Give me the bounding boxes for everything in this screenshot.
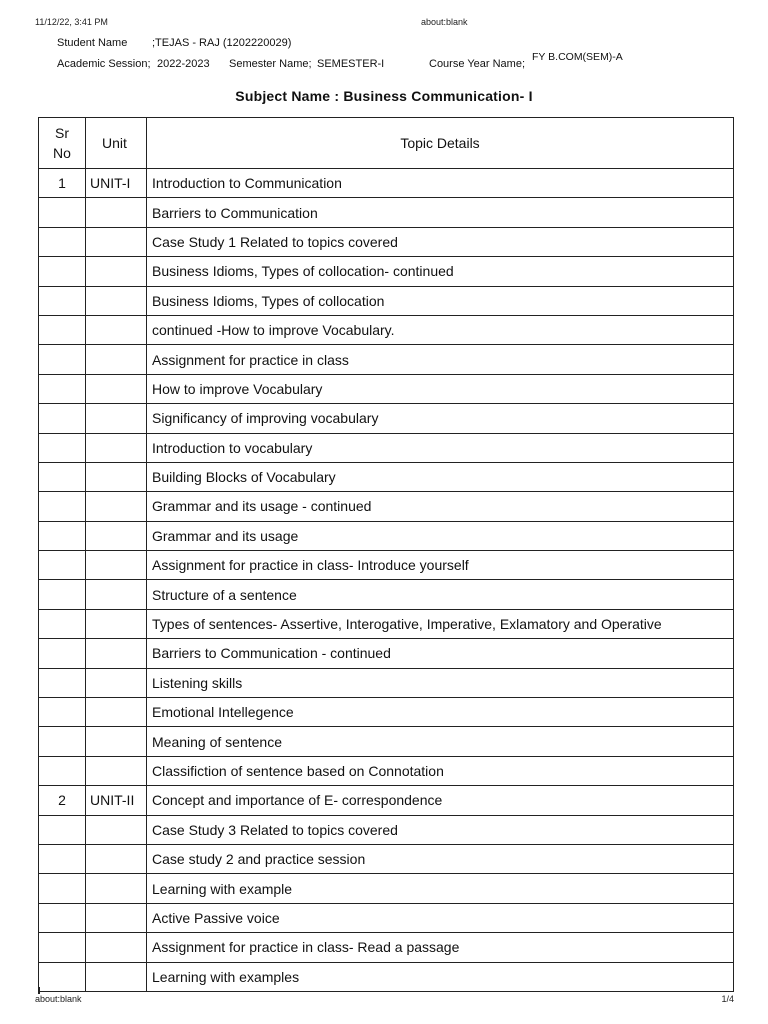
topic-cell: Grammar and its usage - continued: [147, 492, 734, 521]
sr-no-cell: [39, 374, 86, 403]
unit-cell: [86, 962, 147, 991]
print-footer-url: about:blank: [35, 994, 82, 1004]
table-header-row: [39, 118, 734, 169]
sr-no-cell: [39, 492, 86, 521]
sr-no-cell: [39, 844, 86, 873]
course-year-label: Course Year Name;: [429, 58, 525, 70]
sr-no-cell: [39, 404, 86, 433]
topic-table: [38, 117, 734, 992]
table-row: [39, 786, 734, 815]
table-row: [39, 815, 734, 844]
unit-cell: [86, 404, 147, 433]
unit-cell: [86, 227, 147, 256]
sr-no-cell: [39, 962, 86, 991]
table-row: [39, 668, 734, 697]
table-row: [39, 551, 734, 580]
sr-no-cell: [39, 668, 86, 697]
table-row: [39, 903, 734, 932]
table-row: [39, 962, 734, 991]
topic-cell: Active Passive voice: [147, 903, 734, 932]
topic-cell: Introduction to vocabulary: [147, 433, 734, 462]
table-row: [39, 286, 734, 315]
table-row: [39, 844, 734, 873]
unit-cell: [86, 315, 147, 344]
table-row: [39, 756, 734, 785]
unit-cell: [86, 756, 147, 785]
header-sr-no: [39, 118, 86, 169]
table-row: [39, 492, 734, 521]
topic-cell: Business Idioms, Types of collocation: [147, 286, 734, 315]
table-row: [39, 609, 734, 638]
unit-cell: [86, 198, 147, 227]
semester-value: SEMESTER-I: [317, 58, 385, 70]
academic-session-label: Academic Session;: [57, 58, 151, 70]
topic-cell: Case Study 3 Related to topics covered: [147, 815, 734, 844]
table-row: [39, 874, 734, 903]
unit-cell: [86, 874, 147, 903]
topic-cell: Barriers to Communication - continued: [147, 639, 734, 668]
topic-cell: Learning with example: [147, 874, 734, 903]
topic-cell: Building Blocks of Vocabulary: [147, 462, 734, 491]
sr-no-cell: [39, 609, 86, 638]
unit-cell: [86, 668, 147, 697]
sr-no-cell: [39, 756, 86, 785]
unit-cell: [86, 580, 147, 609]
unit-cell: [86, 609, 147, 638]
table-row: [39, 345, 734, 374]
sr-no-cell: [39, 198, 86, 227]
table-row: [39, 727, 734, 756]
unit-cell: [86, 345, 147, 374]
print-page-title: about:blank: [421, 17, 468, 27]
academic-session-value: 2022-2023: [157, 58, 210, 70]
topic-cell: Grammar and its usage: [147, 521, 734, 550]
topic-cell: Structure of a sentence: [147, 580, 734, 609]
topic-cell: Assignment for practice in class- Introduce yourself: [147, 551, 734, 580]
sr-no-cell: [39, 345, 86, 374]
sr-no-cell: 2: [39, 786, 86, 815]
sr-no-cell: [39, 727, 86, 756]
unit-cell: [86, 844, 147, 873]
unit-cell: [86, 521, 147, 550]
sr-no-cell: [39, 257, 86, 286]
print-page-number: 1/4: [721, 994, 734, 1004]
sr-no-cell: [39, 433, 86, 462]
unit-cell: UNIT-II: [86, 786, 147, 815]
topic-cell: Meaning of sentence: [147, 727, 734, 756]
unit-cell: [86, 462, 147, 491]
table-row: [39, 698, 734, 727]
table-continuation-line: [38, 987, 40, 994]
print-header: [0, 17, 768, 29]
header-sr-no-text: Sr No: [53, 125, 71, 161]
topic-cell: Classifiction of sentence based on Connotation: [147, 756, 734, 785]
topic-cell: Assignment for practice in class- Read a passage: [147, 933, 734, 962]
sr-no-cell: [39, 580, 86, 609]
unit-cell: [86, 374, 147, 403]
topic-cell: Case study 2 and practice session: [147, 844, 734, 873]
sr-no-cell: [39, 521, 86, 550]
topic-cell: Emotional Intellegence: [147, 698, 734, 727]
sr-no-cell: [39, 874, 86, 903]
unit-cell: [86, 551, 147, 580]
header-unit: Unit: [86, 118, 147, 169]
table-row: [39, 257, 734, 286]
unit-cell: [86, 639, 147, 668]
table-row: [39, 315, 734, 344]
print-footer: [0, 994, 768, 1006]
table-row: [39, 433, 734, 462]
topic-cell: Significancy of improving vocabulary: [147, 404, 734, 433]
topic-cell: Barriers to Communication: [147, 198, 734, 227]
topic-cell: How to improve Vocabulary: [147, 374, 734, 403]
sr-no-cell: [39, 286, 86, 315]
topic-cell: Listening skills: [147, 668, 734, 697]
unit-cell: [86, 933, 147, 962]
table-row: [39, 374, 734, 403]
unit-cell: [86, 727, 147, 756]
unit-cell: UNIT-I: [86, 169, 147, 198]
sr-no-cell: [39, 462, 86, 491]
table-row: [39, 933, 734, 962]
table-row: [39, 521, 734, 550]
table-row: [39, 227, 734, 256]
topic-cell: Concept and importance of E- correspondence: [147, 786, 734, 815]
subject-title: Subject Name : Business Communication- I: [235, 88, 533, 104]
topic-cell: continued -How to improve Vocabulary.: [147, 315, 734, 344]
unit-cell: [86, 286, 147, 315]
unit-cell: [86, 815, 147, 844]
student-name-label: Student Name: [57, 37, 128, 49]
sr-no-cell: [39, 315, 86, 344]
unit-cell: [86, 698, 147, 727]
table-row: [39, 404, 734, 433]
sr-no-cell: [39, 815, 86, 844]
sr-no-cell: [39, 903, 86, 932]
topic-cell: Business Idioms, Types of collocation- continued: [147, 257, 734, 286]
sr-no-cell: [39, 227, 86, 256]
print-datetime: 11/12/22, 3:41 PM: [35, 17, 108, 27]
sr-no-cell: [39, 639, 86, 668]
unit-cell: [86, 433, 147, 462]
table-row: [39, 462, 734, 491]
table-row: [39, 639, 734, 668]
topic-cell: Case Study 1 Related to topics covered: [147, 227, 734, 256]
unit-cell: [86, 492, 147, 521]
sr-no-cell: [39, 933, 86, 962]
semester-label: Semester Name;: [229, 58, 312, 70]
topic-cell: Types of sentences- Assertive, Interogative, Imperative, Exlamatory and Operative: [147, 609, 734, 638]
sr-no-cell: [39, 698, 86, 727]
unit-cell: [86, 903, 147, 932]
topic-cell: Introduction to Communication: [147, 169, 734, 198]
course-year-value: FY B.COM(SEM)-A: [532, 51, 623, 63]
topic-cell: Assignment for practice in class: [147, 345, 734, 374]
table-row: [39, 198, 734, 227]
topic-table-container: [38, 117, 733, 992]
table-row: [39, 580, 734, 609]
unit-cell: [86, 257, 147, 286]
sr-no-cell: [39, 551, 86, 580]
student-name-value: ;TEJAS - RAJ (1202220029): [152, 37, 292, 49]
header-topic-details: Topic Details: [147, 118, 734, 169]
topic-cell: Learning with examples: [147, 962, 734, 991]
sr-no-cell: 1: [39, 169, 86, 198]
table-row: [39, 169, 734, 198]
